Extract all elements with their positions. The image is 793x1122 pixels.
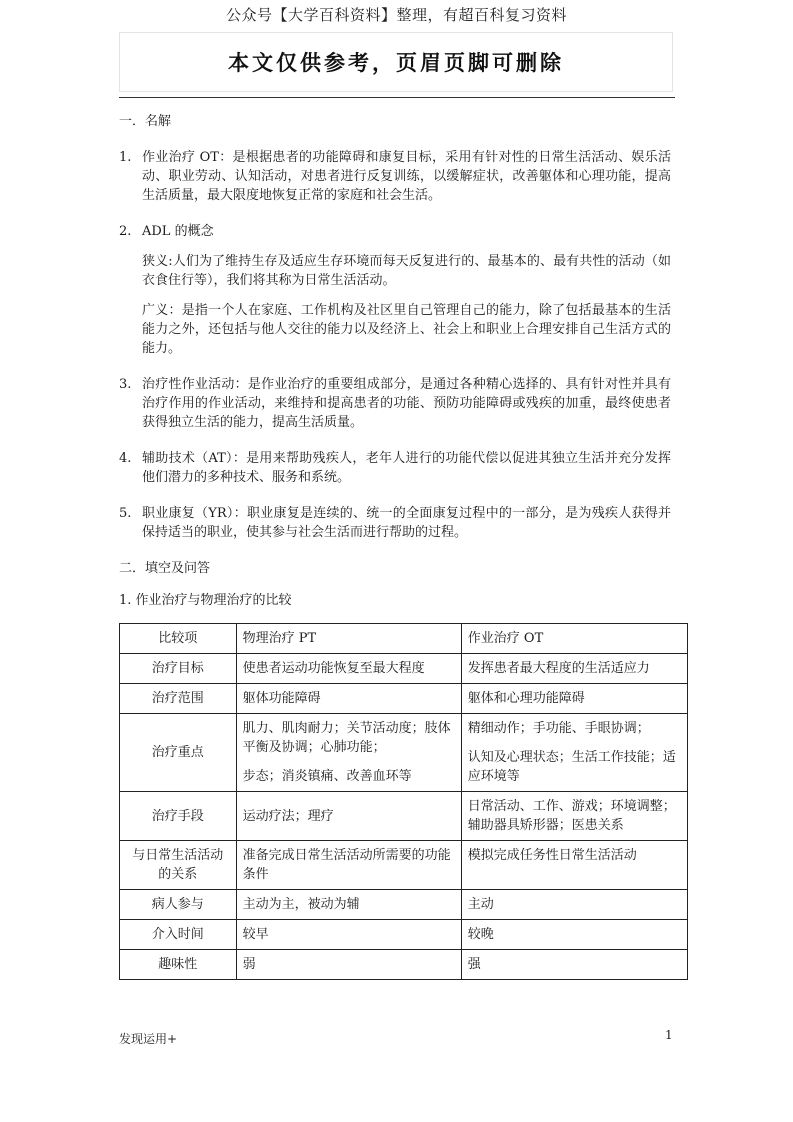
list-item-text: 辅助技术（AT）：是用来帮助残疾人，老年人进行的功能代偿以促进其独立生活并充分发挥他们潜力的多种技术、服务和系统。 [142,451,671,485]
row-label: 治疗范围 [120,684,237,714]
page-header-box [119,32,673,92]
list-item-number: 2. [119,224,132,239]
table-row [120,950,688,980]
document-body [119,112,676,980]
header-divider [119,97,675,98]
top-banner: 公众号【大学百科资料】整理，有超百科复习资料 [225,6,567,24]
pt-cell [236,714,461,792]
table-row [120,841,688,890]
table-row [120,890,688,920]
ot-cell: 强 [461,950,687,980]
list-item-text: 治疗性作业活动：是作业治疗的重要组成部分，是通过各种精心选择的、具有针对性并具有治疗作用的作业活动，来维持和提高患者的功能、预防功能障碍或残疾的加重，最终使患者获得独立生活的能力，提高生活质量。 [142,377,671,430]
pt-cell: 弱 [236,950,461,980]
pt-focus-line: 步态；消炎镇痛、改善血环等 [242,769,412,784]
pt-focus-line: 肌力、肌肉耐力；关节活动度；肢体平衡及协调；心肺功能； [242,721,451,755]
list-item [119,449,671,487]
pt-cell: 运动疗法；理疗 [236,792,461,841]
row-label: 介入时间 [120,920,237,950]
row-label: 治疗重点 [120,714,237,792]
ot-focus-line: 精细动作；手功能、手眼协调； [467,721,650,736]
ot-focus-line: 认知及心理状态；生活工作技能；适应环境等 [467,750,676,784]
list-item-text: ADL 的概念 [142,224,214,239]
row-label: 趣味性 [120,950,237,980]
pt-cell: 主动为主，被动为辅 [236,890,461,920]
row-label: 治疗目标 [120,654,237,684]
ot-cell: 日常活动、工作、游戏；环境调整；辅助器具矫形器；医患关系 [461,792,687,841]
table-header-cell: 物理治疗 PT [236,624,461,654]
table-header-cell: 比较项 [120,624,237,654]
comparison-table [119,623,688,980]
adl-broad-definition: 广义：是指一个人在家庭、工作机构及社区里自己管理自己的能力，除了包括最基本的生活能力之外，还包括与他人交往的能力以及经济上、社会上和职业上合理安排自己生活方式的能力。 [142,303,671,356]
table-header-cell: 作业治疗 OT [461,624,687,654]
list-item [119,375,671,432]
pt-cell: 准备完成日常生活活动所需要的功能条件 [236,841,461,890]
list-item [119,148,671,205]
table-row [120,654,688,684]
table-row [120,714,688,792]
table-row [120,792,688,841]
section-title-definitions: 一．名解 [119,114,172,129]
list-item-text: 作业治疗 OT：是根据患者的功能障碍和康复目标，采用有针对性的日常生活活动、娱乐活动、职业劳动、认知活动，对患者进行反复训练，以缓解症状，改善躯体和心理功能，提高生活质量，最大限度地恢复正常的家庭和社会生活。 [142,150,671,203]
table-header-row [120,624,688,654]
row-label: 与日常生活活动的关系 [120,841,237,890]
list-item [119,504,671,542]
list-item [119,222,671,241]
page-number: 1 [665,1028,673,1042]
list-item-number: 4. [119,451,132,466]
list-item-text: 职业康复（YR）：职业康复是连续的、统一的全面康复过程中的一部分，是为残疾人获得并保持适当的职业，使其参与社会生活而进行帮助的过程。 [142,506,671,540]
row-label: 治疗手段 [120,792,237,841]
ot-cell: 躯体和心理功能障碍 [461,684,687,714]
ot-cell [461,714,687,792]
pt-cell: 躯体功能障碍 [236,684,461,714]
ot-cell: 主动 [461,890,687,920]
list-item-number: 1. [119,150,132,165]
header-note: 本文仅供参考，页眉页脚可删除 [228,51,564,75]
ot-cell: 模拟完成任务性日常生活活动 [461,841,687,890]
footer-text: 发现运用+ [119,1032,178,1046]
table-row [120,920,688,950]
list-item-number: 5. [119,506,132,521]
row-label: 病人参与 [120,890,237,920]
ot-cell: 发挥患者最大程度的生活适应力 [461,654,687,684]
adl-narrow-definition: 狭义:人们为了维持生存及适应生存环境而每天反复进行的、最基本的、最有共性的活动（如衣食住行等），我们将其称为日常生活活动。 [142,254,671,288]
comparison-heading: 1. 作业治疗与物理治疗的比较 [119,593,292,608]
section-title-questions: 二．填空及问答 [119,561,211,576]
table-row [120,684,688,714]
ot-cell: 较晚 [461,920,687,950]
list-item-number: 3. [119,377,132,392]
pt-cell: 较早 [236,920,461,950]
pt-cell: 使患者运动功能恢复至最大程度 [236,654,461,684]
